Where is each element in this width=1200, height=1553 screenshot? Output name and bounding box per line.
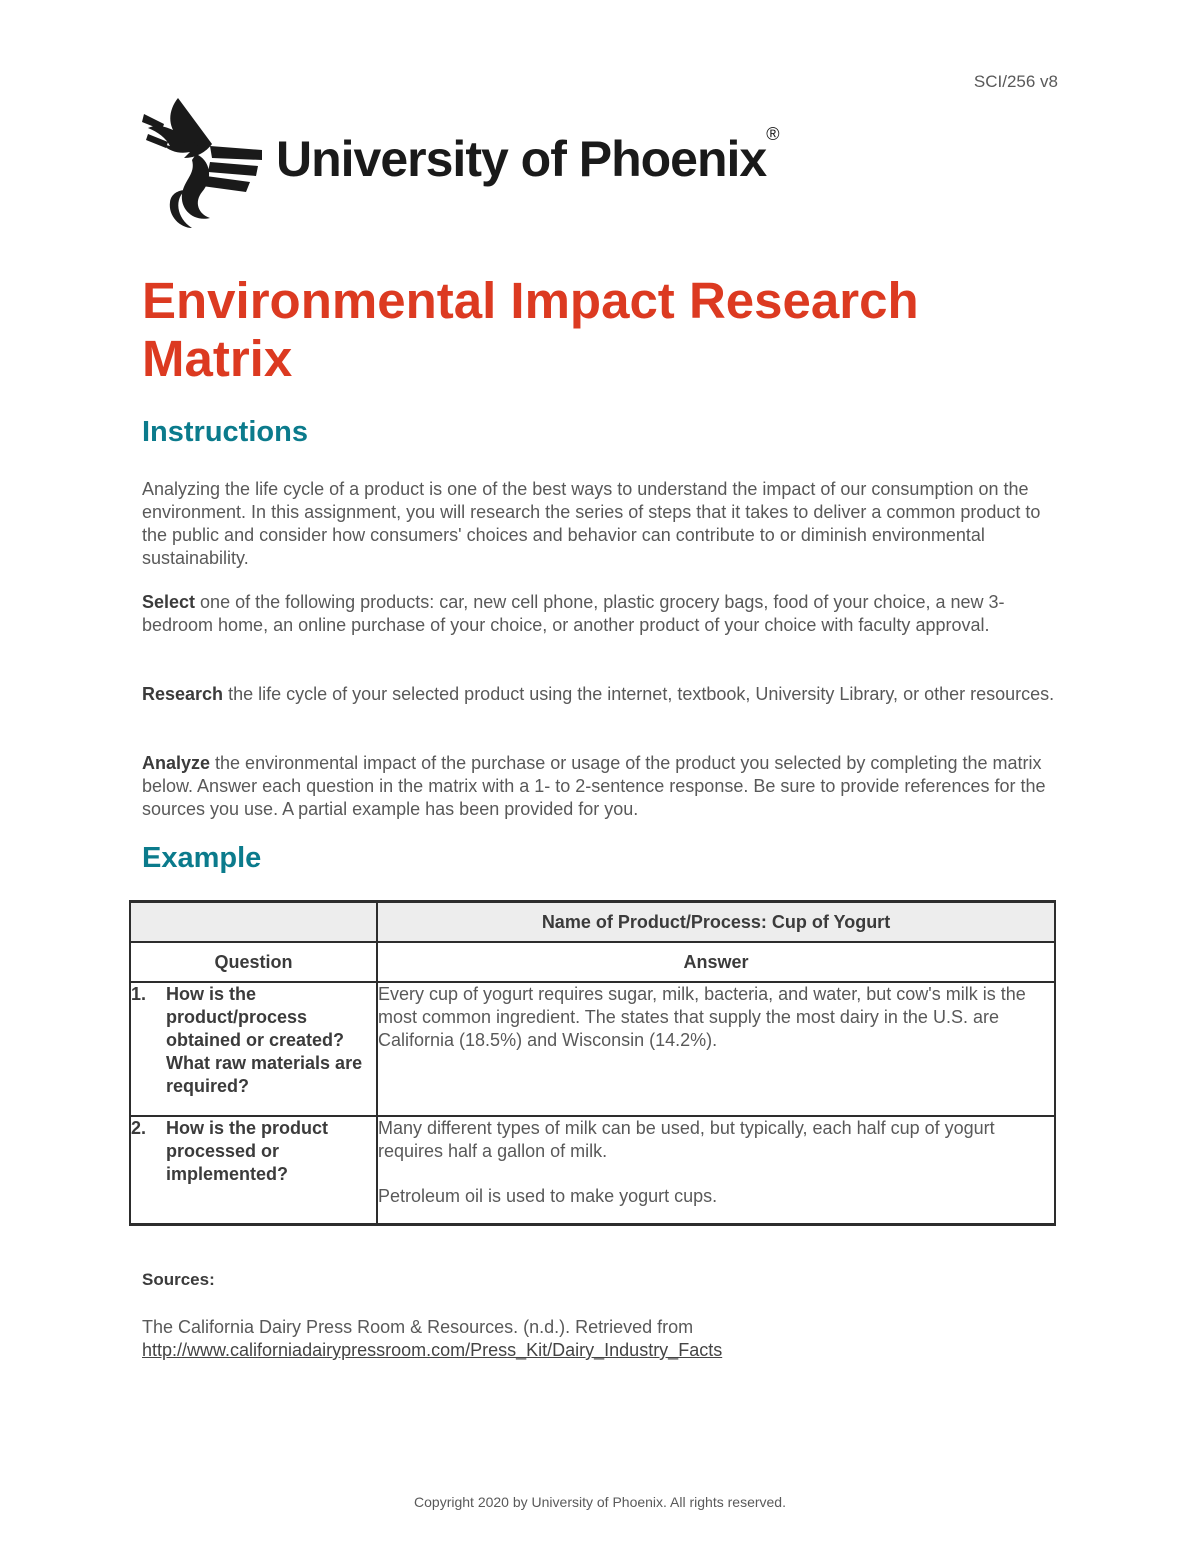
research-paragraph: Research the life cycle of your selected product using the internet, textbook, University Library, or other resources. [142,684,1055,704]
question-cell [130,1116,377,1224]
answer-text: Petroleum oil is used to make yogurt cups. [378,1186,718,1206]
question-number: 1. [131,984,147,1004]
course-code: SCI/256 v8 [973,72,1058,91]
answer-text: Every cup of yogurt requires sugar, milk, bacteria, and water, but cow's milk is the most common ingredient. The states that supply the most dairy in the U.S. are California (18.5%) and Wisconsin (14.2%). [378,984,1026,1050]
source-citation [142,1316,1042,1362]
question-text: How is the product/process obtained or created? What raw materials are required? [166,984,363,1096]
example-heading: Example [142,842,262,874]
answer-text: Many different types of milk can be used, but typically, each half cup of yogurt requires half a gallon of milk. [378,1118,995,1161]
empty-header-cell [130,902,377,943]
question-cell [130,982,377,1116]
copyright-footer: Copyright 2020 by University of Phoenix. All rights reserved. [414,1494,786,1510]
product-name-header: Name of Product/Process: Cup of Yogurt [377,902,1055,943]
university-logo [140,94,780,234]
sources-label: Sources: [142,1270,215,1289]
question-text: How is the product processed or implemented? [166,1118,328,1184]
answer-cell [377,1116,1055,1224]
table-row [130,902,1055,943]
select-paragraph: Select one of the following products: car, new cell phone, plastic grocery bags, food of your choice, a new 3-bedroom home, an online purchase of your choice, or another product of your choice with faculty approval. [142,592,1005,635]
logo-wordmark: University of Phoenix® [276,124,779,187]
source-link[interactable]: http://www.californiadairypressroom.com/Press_Kit/Dairy_Industry_Facts [142,1340,723,1360]
answer-cell [377,982,1055,1116]
table-row [130,942,1055,982]
document-title: Environmental Impact Research Matrix [142,272,919,387]
analyze-paragraph: Analyze the environmental impact of the purchase or usage of the product you selected by completing the matrix below. Answer each question in the matrix with a 1- to 2-sentence response. Be sure to provide references for the sources you use. A partial example has been provided for you. [142,753,1046,819]
instructions-paragraph: Analyzing the life cycle of a product is one of the best ways to understand the impact of our consumption on the environment. In this assignment, you will research the series of steps that it takes to deliver a common product to the public and consider how consumers' choices and behavior can contribute to or diminish environmental sustainability. [142,479,1041,568]
instructions-heading: Instructions [142,416,308,448]
table-row [130,982,1055,1116]
example-matrix-table [129,900,1056,1226]
citation-text: The California Dairy Press Room & Resources. (n.d.). Retrieved from [142,1317,694,1337]
table-row [130,1116,1055,1224]
answer-column-header: Answer [377,942,1055,982]
phoenix-icon [140,94,265,234]
question-number: 2. [131,1118,147,1138]
question-column-header: Question [130,942,377,982]
